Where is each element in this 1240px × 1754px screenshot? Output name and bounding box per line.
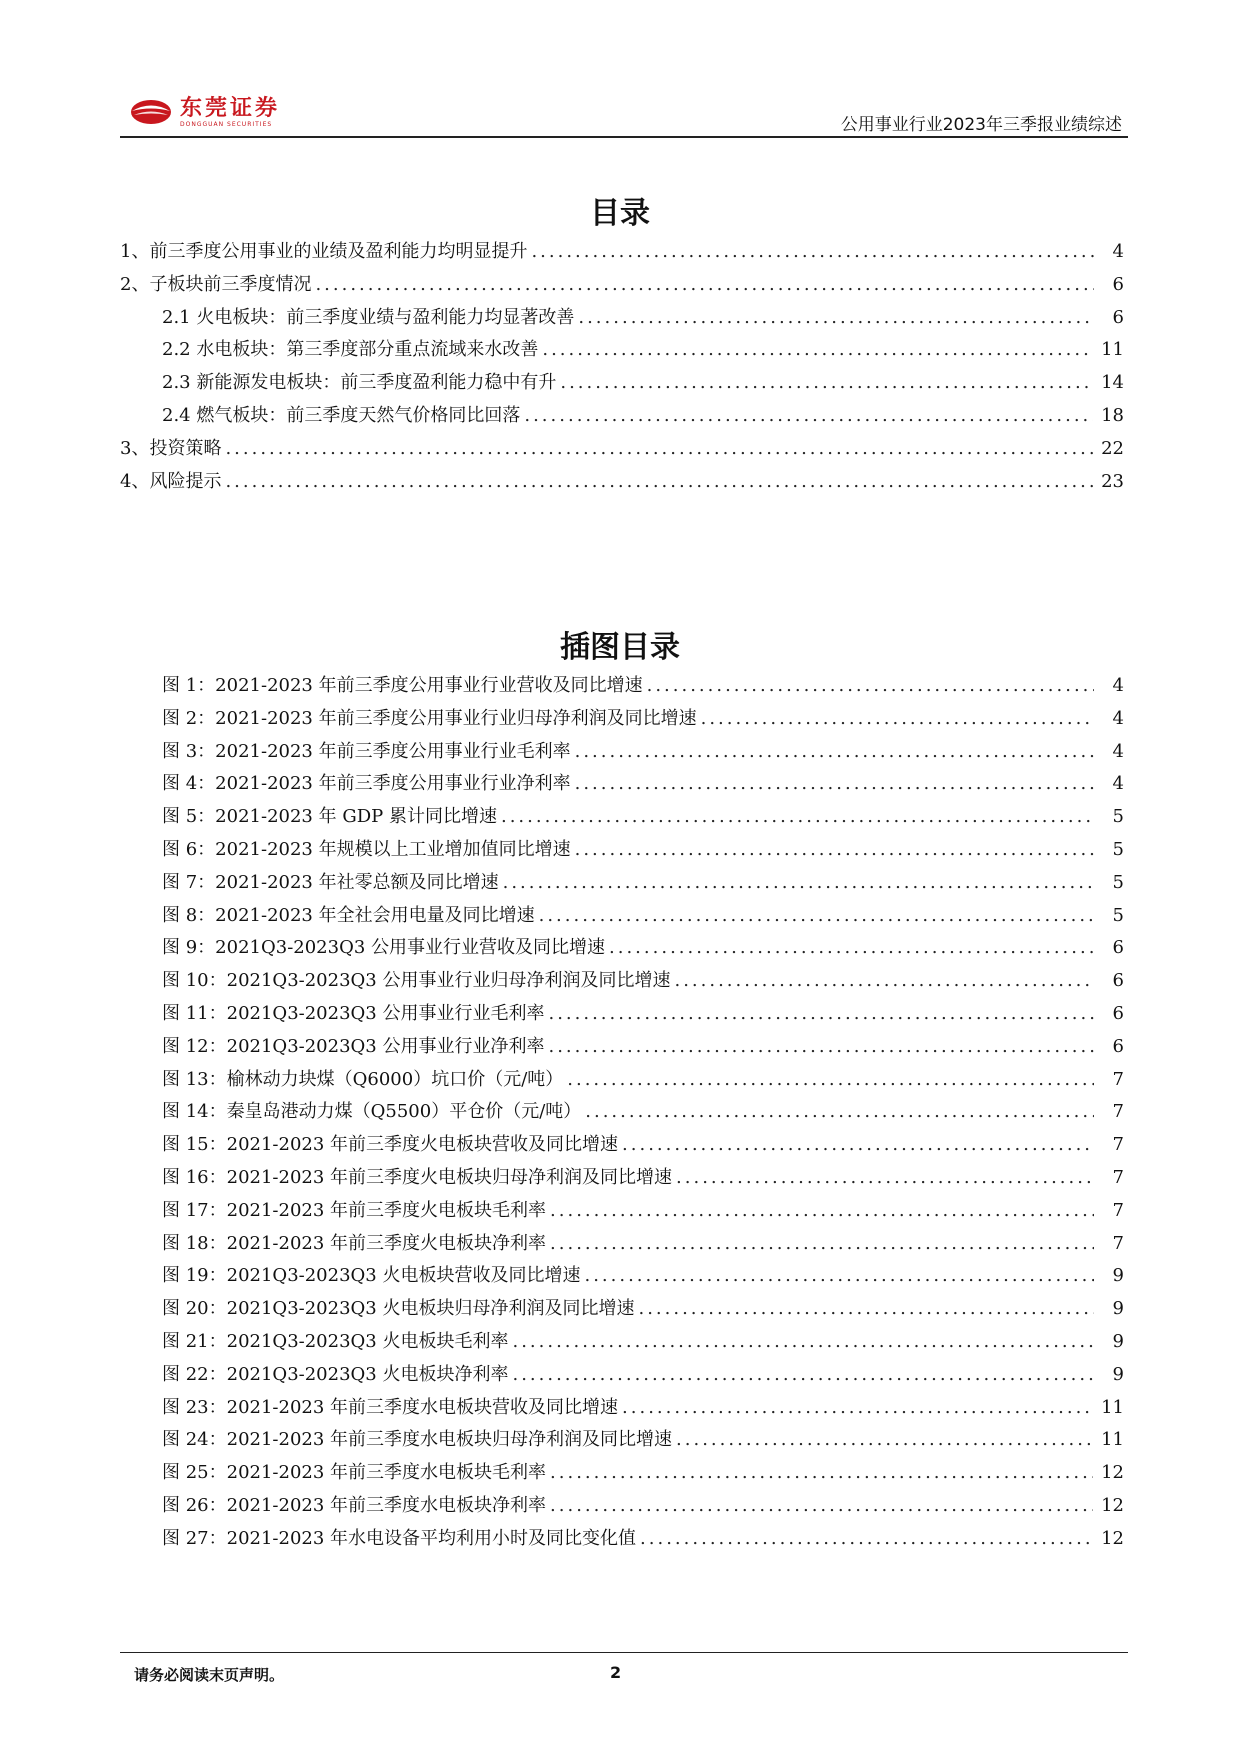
toc-entry[interactable] [120,302,1124,335]
company-logo [130,92,280,132]
figure-entry[interactable] [120,965,1124,998]
dot-leader [225,433,1093,466]
dot-leader [567,1064,1094,1097]
figure-entry[interactable] [120,1162,1124,1195]
table-of-contents [120,236,1124,498]
page-header [120,80,1128,140]
figure-entry-page: 5 [1112,838,1124,860]
toc-title: 目录 [590,196,650,231]
dot-leader [560,367,1093,400]
toc-entry[interactable] [120,236,1124,269]
toc-entry-label: 2、子板块前三季度情况 [120,273,312,295]
figure-entry-page: 5 [1112,806,1124,828]
figure-entry-label: 图 22：2021Q3-2023Q3 火电板块净利率 [162,1363,509,1385]
figure-entry-label: 图 16：2021-2023 年前三季度火电板块归母净利润及同比增速 [162,1166,673,1188]
dot-leader [503,867,1094,900]
figure-entry-page: 4 [1112,675,1124,696]
dot-leader [584,1260,1094,1293]
dot-leader [548,998,1094,1031]
dot-leader [512,1359,1094,1392]
dot-leader [622,1392,1093,1425]
dot-leader [501,801,1094,834]
toc-entry-label: 2.2 水电板块：第三季度部分重点流域来水改善 [162,339,539,361]
figure-entry[interactable] [120,1096,1124,1129]
figure-entry-page: 12 [1101,1462,1124,1484]
toc-entry[interactable] [120,367,1124,400]
dot-leader [542,334,1093,367]
figure-entry-label: 图 23：2021-2023 年前三季度水电板块营收及同比增速 [162,1396,619,1418]
figure-entry[interactable] [120,834,1124,867]
dot-leader [524,400,1093,433]
figure-entry[interactable] [120,1195,1124,1228]
dot-leader [531,236,1094,269]
figure-entry[interactable] [120,932,1124,965]
figure-entry-page: 6 [1112,937,1124,959]
toc-entry-page: 6 [1112,306,1124,328]
figure-entry-label: 图 11：2021Q3-2023Q3 公用事业行业毛利率 [162,1002,545,1024]
dot-leader [550,1490,1093,1523]
figure-entry-page: 6 [1112,970,1124,992]
dot-leader [640,1523,1093,1556]
toc-entry[interactable] [120,334,1124,367]
dot-leader [315,269,1094,302]
figure-entry[interactable] [120,703,1124,736]
dot-leader [550,1195,1094,1228]
figure-entry[interactable] [120,900,1124,933]
toc-entry-label: 4、风险提示 [120,470,222,492]
page-footer [120,1652,1128,1684]
dot-leader [575,768,1094,801]
dot-leader [647,670,1094,703]
dot-leader [550,1457,1093,1490]
figure-entry-page: 5 [1112,904,1124,926]
figure-entry-page: 11 [1101,1396,1124,1418]
figure-entry-label: 图 3：2021-2023 年前三季度公用事业行业毛利率 [162,740,571,762]
figure-entry[interactable] [120,1326,1124,1359]
figure-entry-label: 图 19：2021Q3-2023Q3 火电板块营收及同比增速 [162,1265,581,1287]
figure-entry-label: 图 21：2021Q3-2023Q3 火电板块毛利率 [162,1330,509,1352]
dot-leader [539,900,1094,933]
figure-entry-page: 7 [1112,1134,1124,1156]
toc-entry-label: 2.4 燃气板块：前三季度天然气价格同比回落 [162,404,521,426]
figure-entry-page: 12 [1101,1527,1124,1549]
figure-entry-page: 9 [1112,1298,1124,1320]
dot-leader [225,466,1093,499]
figure-entry[interactable] [120,867,1124,900]
figure-entry-page: 4 [1112,707,1124,729]
toc-entry-page: 6 [1112,273,1124,295]
figure-entry-page: 7 [1112,1101,1124,1123]
dot-leader [676,1162,1094,1195]
figure-entry-label: 图 26：2021-2023 年前三季度水电板块净利率 [162,1494,547,1516]
toc-entry-label: 2.1 火电板块：前三季度业绩与盈利能力均显著改善 [162,306,575,328]
dot-leader [701,703,1094,736]
toc-entry-page: 23 [1101,470,1124,492]
dot-leader [575,736,1094,769]
page-number: 2 [610,1663,622,1682]
figure-entry-label: 图 6：2021-2023 年规模以上工业增加值同比增速 [162,838,571,860]
figure-entry-label: 图 8：2021-2023 年全社会用电量及同比增速 [162,904,535,926]
figure-entry-page: 11 [1101,1429,1124,1451]
figure-entry-label: 图 20：2021Q3-2023Q3 火电板块归母净利润及同比增速 [162,1298,635,1320]
toc-entry-page: 14 [1101,372,1124,394]
figure-entry[interactable] [120,1293,1124,1326]
figure-entry-label: 图 1：2021-2023 年前三季度公用事业行业营收及同比增速 [162,675,643,696]
figure-entry[interactable] [120,1129,1124,1162]
figure-entry-page: 6 [1112,1002,1124,1024]
figure-entry[interactable] [120,670,1124,703]
dot-leader [638,1293,1094,1326]
figure-entry[interactable] [120,801,1124,834]
figure-entry-page: 7 [1112,1068,1124,1090]
figure-entry[interactable] [120,1523,1124,1556]
figure-entry-label: 图 13：榆林动力块煤（Q6000）坑口价（元/吨） [162,1068,564,1090]
report-title: 公用事业行业2023年三季报业绩综述 [840,115,1122,135]
figure-index [120,670,1124,1556]
figure-entry-label: 图 5：2021-2023 年 GDP 累计同比增速 [162,806,497,828]
figure-entry-label: 图 15：2021-2023 年前三季度火电板块营收及同比增速 [162,1134,619,1156]
figure-entry-label: 图 25：2021-2023 年前三季度水电板块毛利率 [162,1462,547,1484]
dot-leader [550,1228,1094,1261]
dot-leader [609,932,1094,965]
figure-entry-page: 5 [1112,871,1124,893]
figure-entry-label: 图 2：2021-2023 年前三季度公用事业行业归母净利润及同比增速 [162,707,697,729]
figure-entry[interactable] [120,736,1124,769]
figure-entry[interactable] [120,1359,1124,1392]
logo-english-name: DONGGUAN SECURITIES [180,120,273,128]
toc-entry-page: 11 [1101,339,1124,361]
toc-entry-label: 1、前三季度公用事业的业绩及盈利能力均明显提升 [120,241,528,262]
dot-leader [512,1326,1094,1359]
footer-divider [120,1652,1128,1653]
figure-entry-label: 图 24：2021-2023 年前三季度水电板块归母净利润及同比增速 [162,1429,673,1451]
figure-entry-page: 12 [1101,1494,1124,1516]
figure-entry[interactable] [120,768,1124,801]
figure-entry-label: 图 9：2021Q3-2023Q3 公用事业行业营收及同比增速 [162,937,606,959]
figure-entry-label: 图 7：2021-2023 年社零总额及同比增速 [162,871,499,893]
toc-entry-label: 2.3 新能源发电板块：前三季度盈利能力稳中有升 [162,372,557,394]
dot-leader [676,1424,1093,1457]
disclaimer-note: 请务必阅读末页声明。 [134,1666,285,1684]
figure-entry-page: 9 [1112,1363,1124,1385]
dot-leader [585,1096,1094,1129]
dot-leader [622,1129,1094,1162]
figure-entry-label: 图 4：2021-2023 年前三季度公用事业行业净利率 [162,773,571,795]
logo-chinese-name: 东莞证券 [180,94,281,121]
toc-entry-page: 22 [1101,437,1124,459]
header-divider [120,136,1128,138]
figure-entry-page: 6 [1112,1035,1124,1057]
toc-entry-label: 3、投资策略 [120,437,222,459]
dot-leader [575,834,1094,867]
figure-index-title: 插图目录 [560,630,680,665]
figure-entry-page: 7 [1112,1232,1124,1254]
figure-entry[interactable] [120,1031,1124,1064]
figure-entry[interactable] [120,1228,1124,1261]
toc-entry-page: 4 [1112,241,1124,262]
figure-entry-label: 图 17：2021-2023 年前三季度火电板块毛利率 [162,1199,547,1221]
figure-entry-label: 图 12：2021Q3-2023Q3 公用事业行业净利率 [162,1035,545,1057]
toc-entry[interactable] [120,466,1124,499]
toc-entry[interactable] [120,269,1124,302]
figure-entry-page: 7 [1112,1166,1124,1188]
logo-mark-icon [130,98,172,126]
figure-entry[interactable] [120,1424,1124,1457]
figure-entry[interactable] [120,1490,1124,1523]
dot-leader [548,1031,1094,1064]
figure-entry-label: 图 27：2021-2023 年水电设备平均利用小时及同比变化值 [162,1527,637,1549]
toc-entry[interactable] [120,433,1124,466]
figure-entry[interactable] [120,1392,1124,1425]
dot-leader [674,965,1094,998]
dot-leader [578,302,1094,335]
figure-entry-page: 9 [1112,1265,1124,1287]
figure-entry-label: 图 10：2021Q3-2023Q3 公用事业行业归母净利润及同比增速 [162,970,671,992]
figure-entry[interactable] [120,998,1124,1031]
figure-entry-label: 图 18：2021-2023 年前三季度火电板块净利率 [162,1232,547,1254]
toc-entry[interactable] [120,400,1124,433]
figure-entry-page: 7 [1112,1199,1124,1221]
figure-entry-page: 4 [1112,740,1124,762]
toc-entry-page: 18 [1101,404,1124,426]
figure-entry-page: 9 [1112,1330,1124,1352]
figure-entry[interactable] [120,1260,1124,1293]
figure-entry[interactable] [120,1064,1124,1097]
figure-entry-label: 图 14：秦皇岛港动力煤（Q5500）平仓价（元/吨） [162,1101,582,1123]
figure-entry-page: 4 [1112,773,1124,795]
figure-entry[interactable] [120,1457,1124,1490]
